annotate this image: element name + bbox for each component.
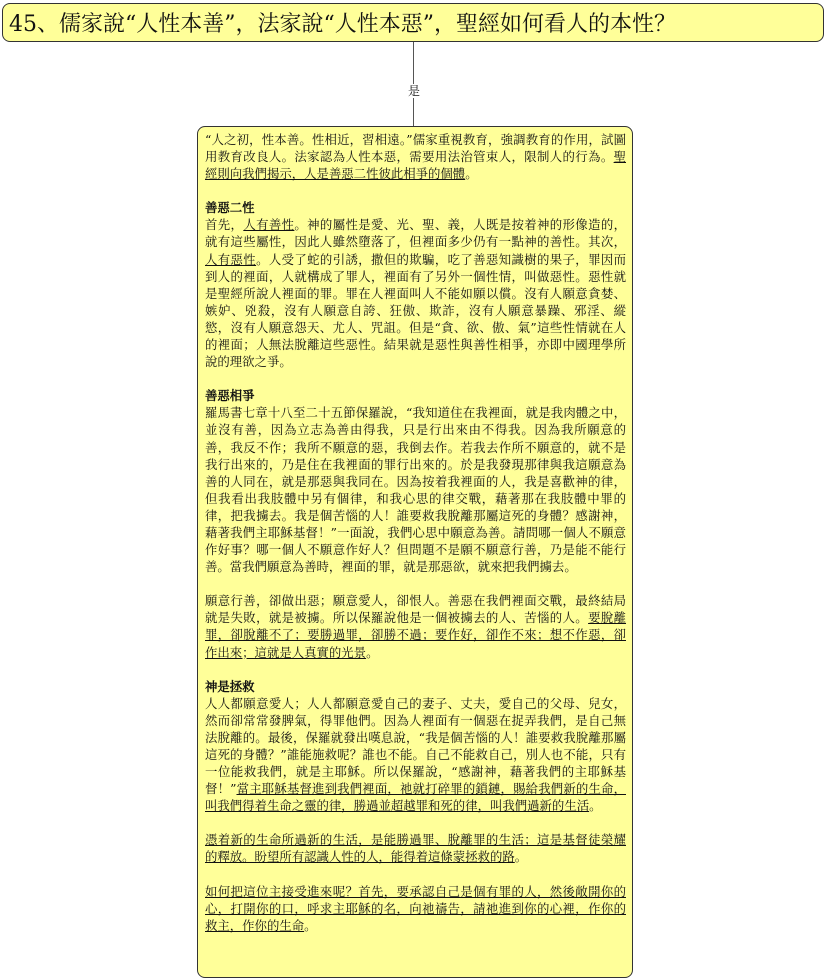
salvation-key-point: 當主耶穌基督進到我們裡面，祂就打碎罪的鎖鏈，賜給我們新的生命，叫我們得着生命之靈的律，勝過並超越罪和死的律，叫我們過新的生活	[205, 781, 626, 814]
heading-good-evil-natures: 善惡二性	[205, 200, 255, 216]
salvation-paragraph-1: 人人都願意愛人；人人都願意愛自己的妻子、丈夫，愛自己的父母、兒女，然而卻常常發脾氣，得罪他們。因為人裡面有一個惡在捉弄我們，是自己無法脫離的。最後，保羅就發出嘆息說，“我是個苦惱的人！誰要救我脫離那屬這死的身體？”誰能施救呢？誰也不能。自己不能救自己，別人也不能，只有一位能救我們，就是主耶穌。所以保羅說，“感謝神，藉著我們的主耶穌基督！”當主耶穌基督進到我們裡面，祂就打碎罪的鎖鏈，賜給我們新的生命，叫我們得着生命之靈的律，勝過並超越罪和死的律，叫我們過新的生活。	[205, 695, 626, 814]
heading-conflict: 善惡相爭	[205, 388, 255, 404]
new-life-key-point: 憑着新的生命所過新的生活，是能勝過罪、脫離罪的生活；這是基督徒榮耀的釋放。盼望所有認識人性的人，能得着這條蒙拯救的路	[205, 832, 626, 865]
intro-key-point: 聖經則向我們揭示，人是善惡二性彼此相爭的個體	[205, 149, 626, 182]
connector-label: 是	[408, 84, 421, 98]
conflict-paragraph-1: 羅馬書七章十八至二十五節保羅說，“我知道住在我裡面，就是我肉體之中，並沒有善，因為立志為善由得我，只是行出來由不得我。因為我所願意的善，我反不作；我所不願意的惡，我倒去作。若我去作所不願意的，就不是我行出來的，乃是住在我裡面的罪行出來的。於是我發現那律與我這願意為善的人同在，就是那惡與我同在。因為按着我裡面的人，我是喜歡神的律，但我看出我肢體中另有個律，和我心思的律交戰，藉著那在我肢體中罪的律，把我擄去。我是個苦惱的人！誰要救我脫離那屬這死的身體？感謝神，藉著我們主耶穌基督！”一面說，我們心思中願意為善。請問哪一個人不願意作好事？哪一個人不願意作好人？但問題不是願不願意行善，乃是能不能行善。當我們願意為善時，裡面的罪，就是那惡欲，就來把我們擄去。	[205, 405, 626, 575]
heading-salvation: 神是拯救	[205, 678, 255, 694]
salvation-paragraph-2: 憑着新的生命所過新的生活，是能勝過罪、脫離罪的生活；這是基督徒榮耀的釋放。盼望所有認識人性的人，能得着這條蒙拯救的路。	[205, 832, 626, 865]
intro-paragraph: “人之初，性本善。性相近，習相遠。”儒家重視教育，強調教育的作用，試圖用教育改良人。法家認為人性本惡，需要用法治管束人，限制人的行為。聖經則向我們揭示，人是善惡二性彼此相爭的個體。	[205, 132, 626, 182]
good-evil-natures-paragraph: 首先，人有善性。神的屬性是愛、光、聖、義，人既是按着神的形像造的，就有這些屬性，因此人雖然墮落了，但裡面多少仍有一點神的善性。其次，人有惡性。人受了蛇的引誘，撒但的欺騙，吃了善惡知識樹的果子，罪因而到人的裡面，人就構成了罪人，裡面有了另外一個性情，叫做惡性。惡性就是聖經所說人裡面的罪。罪在人裡面叫人不能如願以償。沒有人願意貪婪、嫉妒、兇殺，沒有人願意自誇、狂傲、欺詐，沒有人願意暴躁、邪淫、縱慾，沒有人願意怨天、尤人、咒詛。但是“貪、欲、傲、氣”這些性情就在人的裡面；人無法脫離這些惡性。結果就是惡性與善性相爭，亦即中國理學所說的理欲之爭。	[205, 217, 627, 370]
salvation-paragraph-3: 如何把這位主接受進來呢？首先，要承認自己是個有罪的人，然後敞開你的心，打開你的口，呼求主耶穌的名，向祂禱告，請祂進到你的心裡，作你的救主，作你的生命。	[205, 883, 626, 933]
good-nature-term: 人有善性	[243, 217, 295, 233]
question-title: 45、儒家說“人性本善”，法家說“人性本惡”，聖經如何看人的本性？	[9, 12, 676, 37]
evil-nature-term: 人有惡性	[205, 251, 257, 267]
question-title-node	[2, 3, 824, 42]
receive-lord-key-point: 如何把這位主接受進來呢？首先，要承認自己是個有罪的人，然後敞開你的心，打開你的口，呼求主耶穌的名，向祂禱告，請祂進到你的心裡，作你的救主，作你的生命	[205, 883, 626, 933]
conflict-paragraph-2: 願意行善，卻做出惡；願意愛人，卻恨人。善惡在我們裡面交戰，最終結局就是失敗，就是被擄。所以保羅說他是一個被擄去的人、苦惱的人。要脫離罪，卻脫離不了；要勝過罪，卻勝不過；要作好，卻作不來；想不作惡，卻作出來；這就是人真實的光景。	[205, 593, 627, 660]
answer-node	[197, 126, 633, 978]
conflict-key-point: 要脫離罪，卻脫離不了；要勝過罪，卻勝不過；要作好，卻作不來；想不作惡，卻作出來；這就是人真實的光景	[205, 610, 627, 660]
